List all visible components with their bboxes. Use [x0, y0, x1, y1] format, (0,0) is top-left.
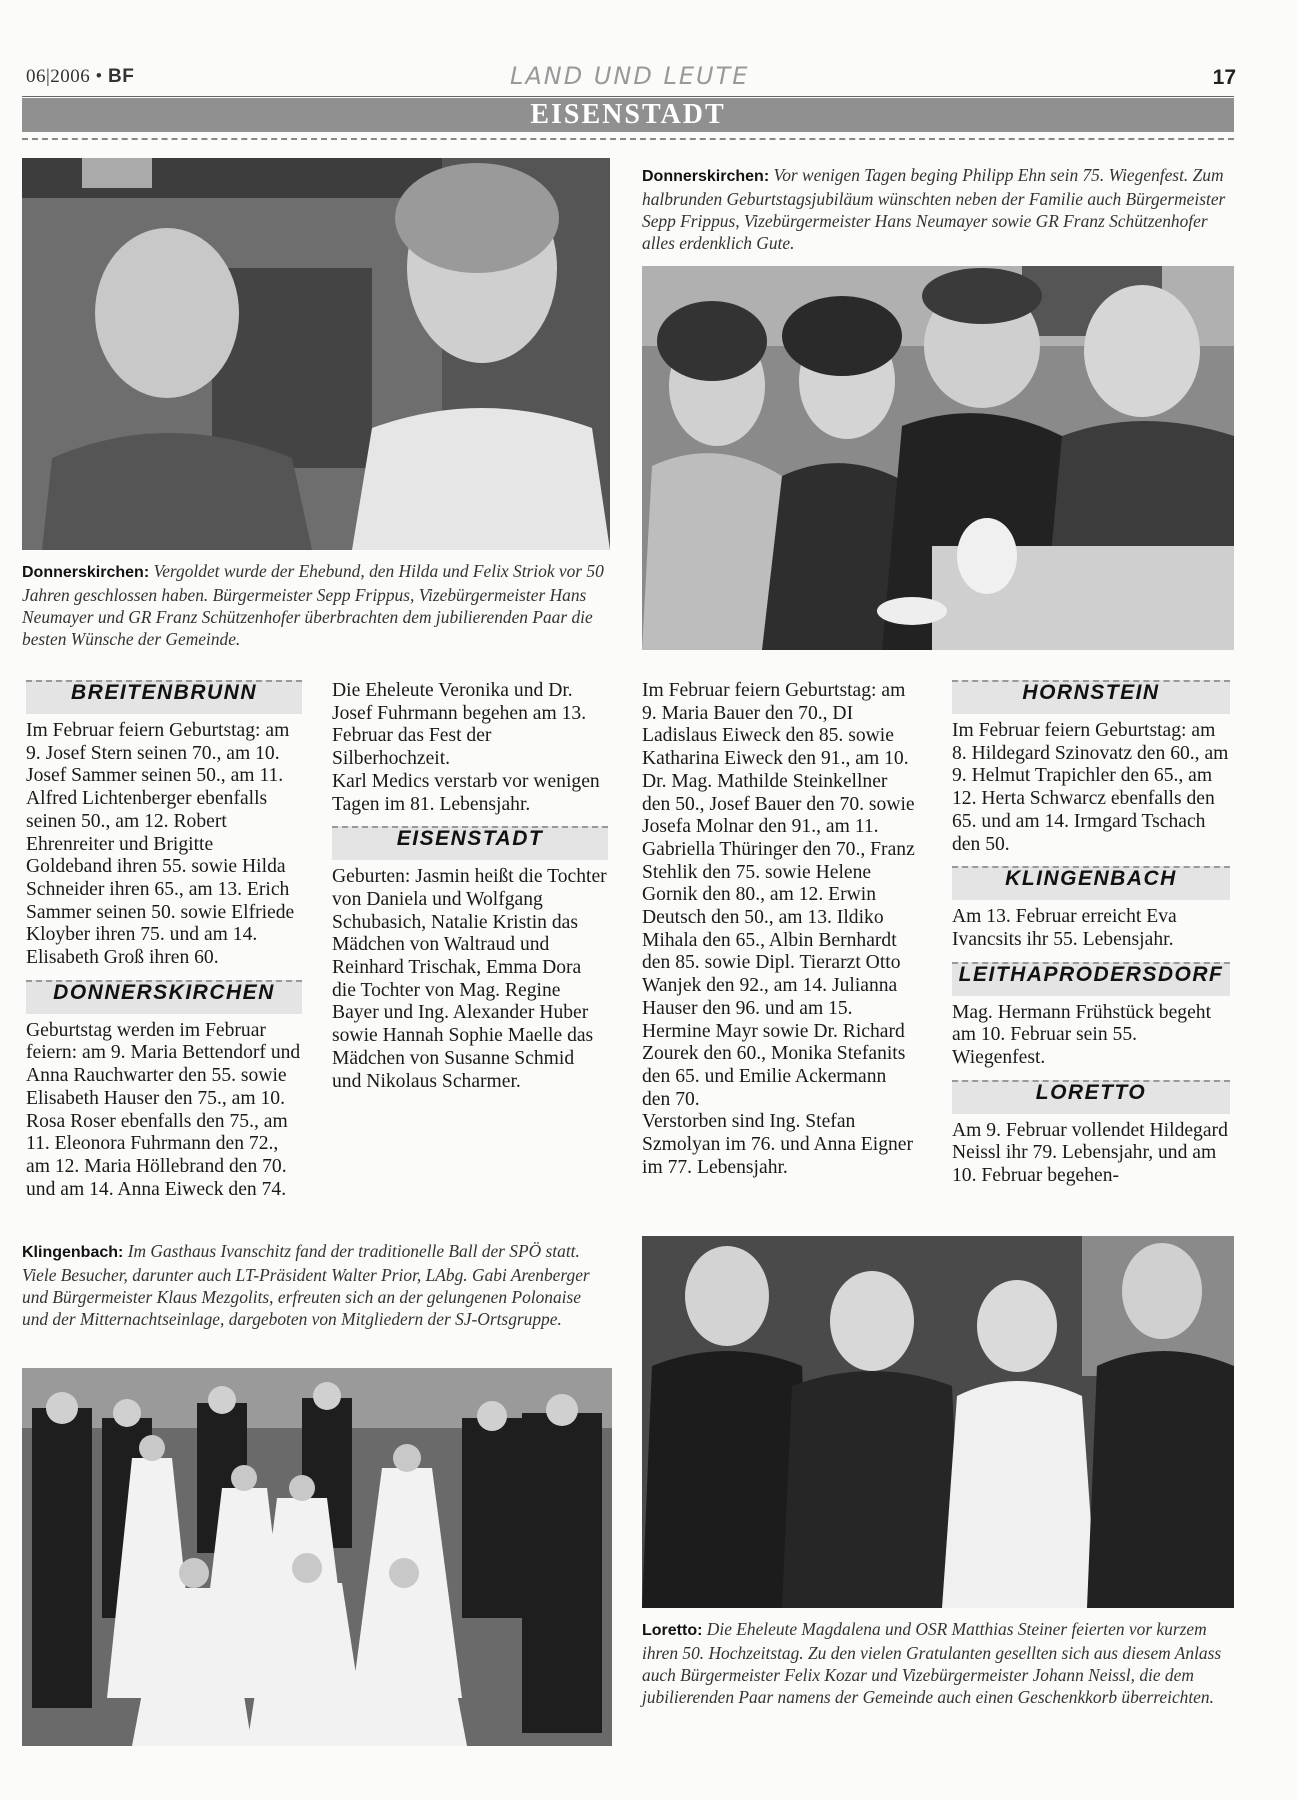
caption-text: Im Gasthaus Ivanschitz fand der traditionelle Ball der SPÖ statt. Viele Besucher, darunter auch LT-Präsident Walter Prior, LAbg. Gabi Arenberger und Bürgermeister Klaus Mezgolits, erfreuten sich an der gelungenen Polonaise und der Mitternachtseinlage, dargeboten von Mitgliedern der SJ-Ortsgruppe. [22, 1241, 590, 1329]
caption-location: Donnerskirchen: [22, 564, 150, 581]
photo-loretto-anniversary-image [642, 1236, 1234, 1608]
caption-location: Loretto: [642, 1622, 703, 1639]
page-number: 17 [1212, 66, 1236, 89]
column-3 [642, 680, 918, 1179]
photo-birthday-family [642, 266, 1234, 650]
section-heading-klingenbach: KLINGENBACH [952, 866, 1230, 900]
section-heading-loretto: LORETTO [952, 1080, 1230, 1114]
caption-text: Vor wenigen Tagen beging Philipp Ehn sein 75. Wiegenfest. Zum halbrunden Geburtstagsjubiläum wünschten neben der Familie auch Bürgermeister Sepp Frippus, Vizebürgermeister Hans Neumayer sowie GR Franz Schützenhofer alles erdenklich Gute. [642, 165, 1226, 253]
region-banner-text: EISENSTADT [530, 99, 726, 130]
section-body-eisenstadt: Geburten: Jasmin heißt die Tochter von Daniela und Wolfgang Schubasich, Natalie Kristin das Mädchen von Waltraud und Reinhard Trischak, Emma Dora die Tochter von Mag. Regine Bayer und Ing. Alexander Huber sowie Hannah Sophie Maelle das Mädchen von Susanne Schmid und Nikolaus Scharmer. [332, 866, 607, 1092]
section-heading-breitenbrunn: BREITENBRUNN [26, 680, 302, 714]
section-heading-hornstein: HORNSTEIN [952, 680, 1230, 714]
section-body-leithaprodersdorf: Mag. Hermann Frühstück begeht am 10. Februar sein 55. Wiegenfest. [952, 1001, 1212, 1069]
brand-logo-text: BF [107, 66, 135, 87]
caption-loretto [642, 1618, 1234, 1708]
column-1 [26, 680, 302, 1201]
header-rule [22, 96, 1234, 97]
region-banner [22, 98, 1234, 132]
column-2 [332, 680, 608, 1093]
caption-text: Vergoldet wurde der Ehebund, den Hilda und Felix Striok vor 50 Jahren geschlossen haben. Bürgermeister Sepp Frippus, Vizebürgermeister Hans Neumayer und GR Franz Schützenhofer überbrachten dem jubilierenden Paar die besten Wünsche der Gemeinde. [22, 561, 604, 649]
section-body-breitenbrunn: Im Februar feiern Geburtstag: am 9. Josef Stern seinen 70., am 10. Josef Sammer seinen 50., am 11. Alfred Lichtenberger ebenfalls seinen 50., am 12. Robert Ehrenreiter und Brigitte Goldeband ihren 55. sowie Hilda Schneider ihren 65., am 13. Erich Sammer seinen 50. sowie Elfriede Kloyber ihren 75. und am 14. Elisabeth Groß ihren 60. [26, 720, 295, 969]
section-body-donnerskirchen: Geburtstag werden im Februar feiern: am 9. Maria Bettendorf und Anna Rauchwarter den 55. sowie Elisabeth Hauser den 75., am 10. Rosa Roser ebenfalls den 75., am 11. Eleonora Fuhrmann den 72., am 12. Maria Höllebrand den 70. und am 14. Anna Eiweck den 74. [26, 1019, 301, 1200]
eisenstadt-deaths: Verstorben sind Ing. Stefan Szmolyan im 76. und Anna Eigner im 77. Lebensjahr. [642, 1111, 914, 1178]
column-4 [952, 680, 1230, 1188]
photo-birthday-family-image [642, 266, 1234, 650]
issue-label: 06|2006 • [26, 66, 103, 87]
issue-date [26, 66, 134, 88]
photo-golden-wedding-couple [22, 158, 610, 550]
caption-ball [22, 1240, 610, 1330]
section-heading-donnerskirchen: DONNERSKIRCHEN [26, 980, 302, 1014]
section-heading-leithaprodersdorf: LEITHAPRODERSDORF [952, 962, 1230, 996]
donnerskirchen-obituary: Karl Medics verstarb vor wenigen Tagen im 81. Lebensjahr. [332, 770, 600, 815]
donnerskirchen-silver-wedding: Die Eheleute Veronika und Dr. Josef Fuhrmann begehen am 13. Februar das Fest der Silberhochzeit. [332, 680, 587, 770]
photo-ball-group-image [22, 1368, 612, 1746]
section-body-klingenbach: Am 13. Februar erreicht Eva Ivancsits ihr 55. Lebensjahr. [952, 906, 1177, 950]
section-body-loretto: Am 9. Februar vollendet Hildegard Neissl ihr 79. Lebensjahr, und am 10. Februar begehen- [952, 1119, 1228, 1187]
section-heading-eisenstadt: EISENSTADT [332, 826, 608, 860]
eisenstadt-birthdays: Im Februar feiern Geburtstag: am 9. Maria Bauer den 70., DI Ladislaus Eiweck den 85. sowie Katharina Eiweck den 91., am 10. Dr. Mag. Mathilde Steinkellner den 50., Josef Bauer den 70. sowie Josefa Molnar den 91., am 11. Gabriella Thüringer den 70., Franz Stehlik den 75. sowie Helene Gornik den 80., am 12. Erwin Deutsch den 50., am 13. Ildiko Mihala den 65., Albin Bernhardt den 85. sowie Dipl. Tierarzt Otto Wanjek den 92., am 14. Julianna Hauser den 96. und am 15. Hermine Mayr sowie Dr. Richard Zourek den 60., Monika Stefanits den 65. und Emilie Ackermann den 70. [642, 680, 915, 1110]
photo-ball-group [22, 1368, 612, 1746]
dashed-divider [22, 138, 1234, 140]
section-title: LAND UND LEUTE [510, 62, 750, 90]
caption-golden-wedding [22, 560, 610, 650]
photo-loretto-anniversary [642, 1236, 1234, 1608]
caption-location: Klingenbach: [22, 1244, 124, 1261]
section-body-hornstein: Im Februar feiern Geburtstag: am 8. Hildegard Szinovatz den 60., am 9. Helmut Trapichler den 65., am 12. Herta Schwarcz ebenfalls den 65. und am 14. Irmgard Tschach den 50. [952, 720, 1229, 855]
caption-location: Donnerskirchen: [642, 168, 770, 185]
caption-text: Die Eheleute Magdalena und OSR Matthias Steiner feierten vor kurzem ihren 50. Hochzeitstag. Zu den vielen Gratulanten gesellten sich aus diesem Anlass auch Bürgermeister Felix Kozar und Vizebürgermeister Johann Neissl, die dem jubilierenden Paar namens der Gemeinde auch einen Geschenkkorb überreichten. [642, 1619, 1222, 1707]
caption-75th-birthday [642, 164, 1232, 254]
photo-golden-wedding-couple-image [22, 158, 610, 550]
